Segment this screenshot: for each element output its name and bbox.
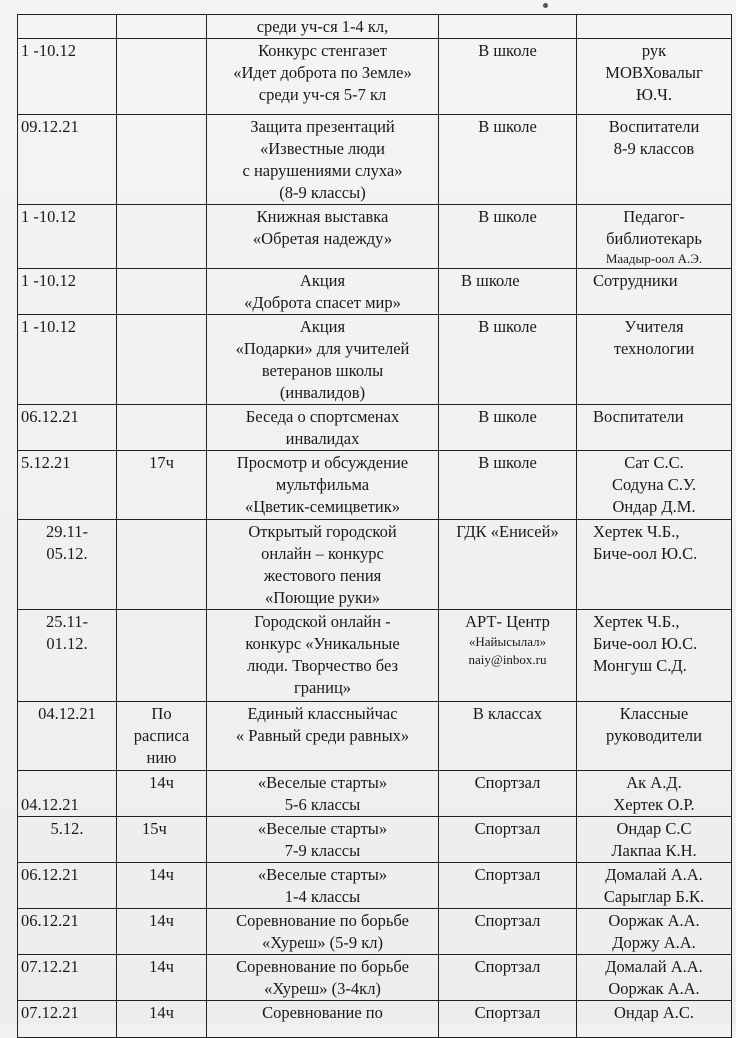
cell-line: В классах (472, 704, 543, 723)
cell-line: Конкурс стенгазет (258, 41, 387, 60)
responsible-cell (577, 451, 732, 520)
responsible-cell (577, 817, 732, 863)
cell-text: 14ч (149, 911, 174, 930)
time-cell (117, 315, 207, 405)
place-cell (439, 863, 577, 909)
cell-line: Классные (619, 704, 689, 723)
cell-line: Маадыр-оол А.Э. (605, 251, 703, 266)
cell-line: среди уч-ся 5-7 кл (258, 85, 387, 104)
table-row (18, 702, 732, 771)
cell-line: Соревнование по борьбе (236, 957, 409, 976)
cell-line: Спортзал (474, 911, 541, 930)
cell-line: мультфильма (275, 475, 370, 494)
date-cell (18, 771, 117, 817)
event-cell (207, 205, 439, 269)
responsible-cell (577, 909, 732, 955)
place-cell (439, 610, 577, 702)
cell-line: Сотрудники (593, 271, 678, 290)
cell-line: Спортзал (474, 819, 541, 838)
cell-line: 7-9 классы (284, 841, 361, 860)
cell-text: По расписа нию (133, 704, 190, 767)
cell-line: Ондар С.С (616, 819, 692, 838)
event-cell (207, 451, 439, 520)
cell-line: конкурс «Уникальные (245, 634, 400, 653)
place-cell (439, 817, 577, 863)
cell-text: 07.12.21 (21, 1003, 79, 1022)
cell-line: Спортзал (474, 773, 541, 792)
cell-line: Домалай А.А. (605, 865, 703, 884)
table-row (18, 955, 732, 1001)
date-cell (18, 315, 117, 405)
cell-line: Хертек Ч.Б., (593, 612, 680, 631)
cell-line: Соревнование по (262, 1003, 383, 1022)
date-cell (18, 610, 117, 702)
cell-line: В школе (478, 117, 537, 136)
cell-line: Домалай А.А. (605, 957, 703, 976)
event-cell (207, 610, 439, 702)
event-cell (207, 863, 439, 909)
date-cell (18, 269, 117, 315)
cell-line: с нарушениями слуха» (242, 161, 403, 180)
place-cell (439, 702, 577, 771)
cell-line: В школе (478, 453, 537, 472)
cell-line: «Цветик-семицветик» (244, 497, 400, 516)
cell-text: 04.12.21 (38, 704, 96, 723)
cell-line: «Известные люди (260, 139, 385, 158)
cell-line: Беседа о спортсменах (245, 407, 400, 426)
cell-line: Воспитатели (608, 117, 700, 136)
cell-line: Биче-оол Ю.С. (593, 544, 698, 563)
responsible-cell (577, 771, 732, 817)
cell-line: В школе (478, 207, 537, 226)
responsible-cell (577, 1001, 732, 1038)
cell-line: Единый классныйчас (247, 704, 398, 723)
cell-text: 06.12.21 (21, 865, 79, 884)
cell-line: «Подарки» для учителей (235, 339, 410, 358)
cell-line: жестового пения (263, 566, 382, 585)
cell-text: 17ч (149, 453, 174, 472)
table-row (18, 15, 732, 39)
cell-line: Открытый городской (248, 522, 397, 541)
cell-line: В школе (478, 317, 537, 336)
cell-line: библиотекарь (606, 229, 702, 248)
cell-text: 15ч (142, 819, 167, 838)
cell-line: Просмотр и обсуждение (236, 453, 409, 472)
cell-line: Ооржак А.А. (608, 911, 700, 930)
cell-text: 09.12.21 (21, 117, 79, 136)
cell-text: 07.12.21 (21, 957, 79, 976)
table-row (18, 269, 732, 315)
cell-line: Спортзал (474, 957, 541, 976)
date-cell (18, 955, 117, 1001)
cell-line: Сат С.С. (624, 453, 684, 472)
event-cell (207, 405, 439, 451)
time-cell (117, 405, 207, 451)
cell-text: 14ч (149, 773, 174, 792)
time-cell (117, 15, 207, 39)
responsible-cell (577, 610, 732, 702)
cell-line: руководители (606, 726, 702, 745)
responsible-cell (577, 520, 732, 610)
table-row (18, 863, 732, 909)
table-row (18, 205, 732, 269)
cell-line: Городской онлайн - (254, 612, 391, 631)
cell-line: «Веселые старты» (257, 865, 388, 884)
cell-line: Хертек Ч.Б., (593, 522, 680, 541)
cell-line: Биче-оол Ю.С. (593, 634, 698, 653)
cell-line: Ю.Ч. (636, 85, 672, 104)
date-cell (18, 702, 117, 771)
cell-line: «Обретая надежду» (252, 229, 393, 248)
cell-text: 06.12.21 (21, 911, 79, 930)
cell-text: 04.12.21 (21, 795, 79, 814)
date-cell (18, 1001, 117, 1038)
date-cell (18, 520, 117, 610)
cell-line: Педагог- (623, 207, 685, 226)
responsible-cell (577, 702, 732, 771)
event-cell (207, 269, 439, 315)
event-cell (207, 315, 439, 405)
event-cell (207, 817, 439, 863)
table-row (18, 115, 732, 205)
cell-line: В школе (478, 41, 537, 60)
cell-text: 5.12. (50, 819, 84, 838)
cell-text: 06.12.21 (21, 407, 79, 426)
table-row (18, 771, 732, 817)
cell-line: ветеранов школы (261, 361, 384, 380)
cell-line: Учителя (624, 317, 684, 336)
cell-line: «Найысылал» (468, 634, 547, 649)
time-cell (117, 817, 207, 863)
cell-text: 1 -10.12 (21, 207, 76, 226)
date-cell (18, 817, 117, 863)
cell-line: Монгуш С.Д. (593, 656, 687, 675)
cell-line: «Поющие руки» (264, 588, 381, 607)
responsible-cell (577, 405, 732, 451)
cell-line: Акция (299, 271, 346, 290)
place-cell (439, 115, 577, 205)
place-cell (439, 771, 577, 817)
cell-line: Сарыглар Б.К. (603, 887, 705, 906)
cell-line: Ак А.Д. (626, 773, 682, 792)
table-row (18, 315, 732, 405)
responsible-cell (577, 269, 732, 315)
cell-text: 1 -10.12 (21, 317, 76, 336)
responsible-cell (577, 315, 732, 405)
cell-line: «Хуреш» (5-9 кл) (262, 933, 383, 952)
date-cell (18, 405, 117, 451)
time-cell (117, 1001, 207, 1038)
event-cell (207, 115, 439, 205)
responsible-cell (577, 955, 732, 1001)
cell-line: 8-9 классов (613, 139, 695, 158)
cell-line: (инвалидов) (279, 383, 366, 402)
event-cell (207, 520, 439, 610)
date-cell (18, 909, 117, 955)
cell-line: Доржу А.А. (612, 933, 696, 952)
cell-text: 14ч (149, 957, 174, 976)
responsible-cell (577, 115, 732, 205)
cell-line: Содуна С.У. (612, 475, 696, 494)
cell-line: Спортзал (474, 1003, 541, 1022)
time-cell (117, 39, 207, 115)
cell-text: 1 -10.12 (21, 41, 76, 60)
cell-line: люди. Творчество без (246, 656, 399, 675)
cell-line: МОВХовалыг (605, 63, 703, 82)
table-row (18, 817, 732, 863)
table-row (18, 520, 732, 610)
cell-line: Книжная выставка (256, 207, 389, 226)
cell-line: Спортзал (474, 865, 541, 884)
cell-line: « Равный среди равных» (235, 726, 410, 745)
time-cell (117, 451, 207, 520)
cell-line: naiy@inbox.ru (468, 652, 547, 667)
event-cell (207, 771, 439, 817)
cell-text: 29.11- 05.12. (45, 522, 88, 563)
table-row (18, 451, 732, 520)
event-cell (207, 1001, 439, 1038)
place-cell (439, 405, 577, 451)
place-cell (439, 520, 577, 610)
event-cell (207, 909, 439, 955)
cell-line: Ооржак А.А. (608, 979, 700, 998)
cell-line: Защита презентаций (250, 117, 395, 136)
place-cell (439, 451, 577, 520)
date-cell (18, 115, 117, 205)
event-cell (207, 15, 439, 39)
table-row (18, 39, 732, 115)
cell-line: «Веселые старты» (257, 819, 388, 838)
event-cell (207, 702, 439, 771)
time-cell (117, 610, 207, 702)
cell-line: технологии (613, 339, 695, 358)
event-cell (207, 39, 439, 115)
responsible-cell (577, 863, 732, 909)
scan-dot (543, 3, 548, 8)
responsible-cell (577, 15, 732, 39)
cell-line: Ондар А.С. (613, 1003, 694, 1022)
cell-line: В школе (461, 271, 520, 290)
responsible-cell (577, 205, 732, 269)
table-row (18, 1001, 732, 1038)
place-cell (439, 955, 577, 1001)
cell-text: 25.11- 01.12. (45, 612, 88, 653)
cell-line: онлайн – конкурс (261, 544, 384, 563)
date-cell (18, 15, 117, 39)
responsible-cell (577, 39, 732, 115)
date-cell (18, 205, 117, 269)
time-cell (117, 955, 207, 1001)
cell-line: АРТ- Центр (465, 612, 550, 631)
place-cell (439, 315, 577, 405)
place-cell (439, 909, 577, 955)
cell-line: «Хуреш» (3-4кл) (264, 979, 381, 998)
place-cell (439, 205, 577, 269)
cell-text: 14ч (149, 865, 174, 884)
date-cell (18, 39, 117, 115)
events-table (17, 14, 732, 1038)
time-cell (117, 771, 207, 817)
time-cell (117, 520, 207, 610)
cell-text: 14ч (149, 1003, 174, 1022)
cell-line: 5-6 классы (284, 795, 361, 814)
cell-line: ГДК «Енисей» (456, 522, 559, 541)
place-cell (439, 1001, 577, 1038)
time-cell (117, 205, 207, 269)
cell-line: Ондар Д.М. (612, 497, 696, 516)
table-row (18, 405, 732, 451)
cell-line: В школе (478, 407, 537, 426)
time-cell (117, 863, 207, 909)
table-row (18, 909, 732, 955)
cell-line: 1-4 классы (284, 887, 361, 906)
time-cell (117, 269, 207, 315)
place-cell (439, 269, 577, 315)
place-cell (439, 39, 577, 115)
cell-line: «Идет доброта по Земле» (233, 63, 412, 82)
event-cell (207, 955, 439, 1001)
cell-text: 1 -10.12 (21, 271, 76, 290)
cell-line: границ» (293, 678, 352, 697)
date-cell (18, 451, 117, 520)
place-cell (439, 15, 577, 39)
table-row (18, 610, 732, 702)
cell-line: (8-9 классы) (279, 183, 366, 202)
time-cell (117, 702, 207, 771)
cell-line: Лакпаа К.Н. (611, 841, 697, 860)
cell-line: рук (641, 41, 667, 60)
cell-line: «Веселые старты» (257, 773, 388, 792)
cell-line: среди уч-ся 1-4 кл, (256, 17, 389, 36)
time-cell (117, 115, 207, 205)
cell-line: Хертек О.Р. (613, 795, 695, 814)
cell-line: Воспитатели (593, 407, 684, 426)
cell-text: 5.12.21 (21, 453, 71, 472)
date-cell (18, 863, 117, 909)
cell-line: Соревнование по борьбе (236, 911, 409, 930)
cell-line: Акция (299, 317, 346, 336)
cell-line: инвалидах (285, 429, 360, 448)
cell-line: «Доброта спасет мир» (244, 293, 401, 312)
time-cell (117, 909, 207, 955)
